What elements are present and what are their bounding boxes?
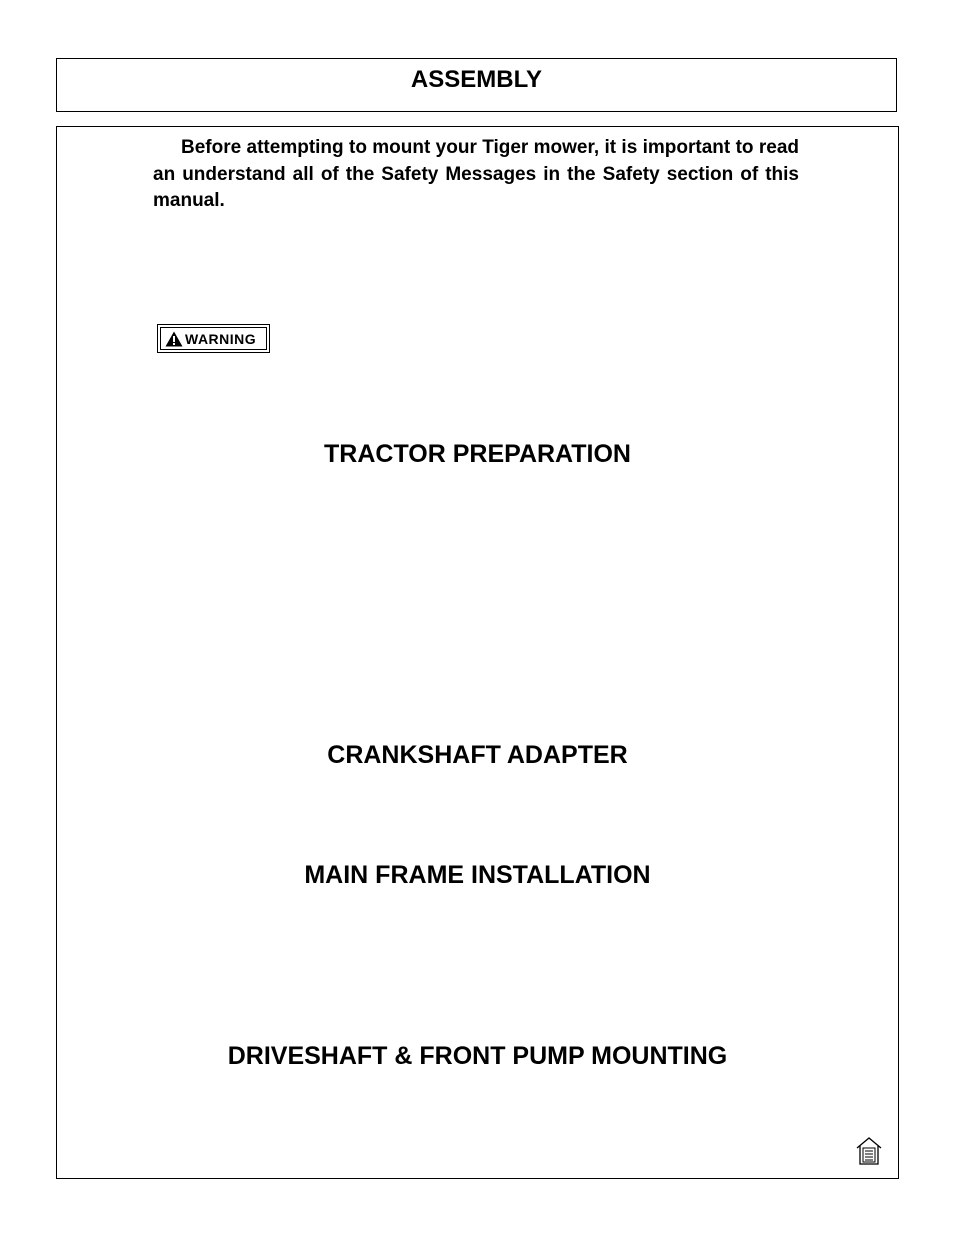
- intro-paragraph: Before attempting to mount your Tiger mower, it is important to read an understand all of the Safety Messages in the Safety section of this manual.: [153, 137, 799, 211]
- warning-badge: [157, 324, 270, 353]
- section-heading-crankshaft-adapter: CRANKSHAFT ADAPTER: [327, 741, 628, 769]
- warning-label: WARNING: [185, 330, 257, 347]
- warning-triangle-icon: [165, 331, 183, 347]
- content-panel: [56, 126, 899, 1179]
- home-icon[interactable]: [855, 1136, 883, 1166]
- section-heading-tractor-preparation: TRACTOR PREPARATION: [324, 440, 631, 468]
- section-heading-main-frame-installation: MAIN FRAME INSTALLATION: [304, 861, 651, 889]
- page-header: [56, 58, 897, 112]
- warning-badge-inner: [160, 327, 267, 350]
- page-title: ASSEMBLY: [410, 66, 543, 93]
- section-heading-driveshaft-front-pump: DRIVESHAFT & FRONT PUMP MOUNTING: [227, 1042, 728, 1070]
